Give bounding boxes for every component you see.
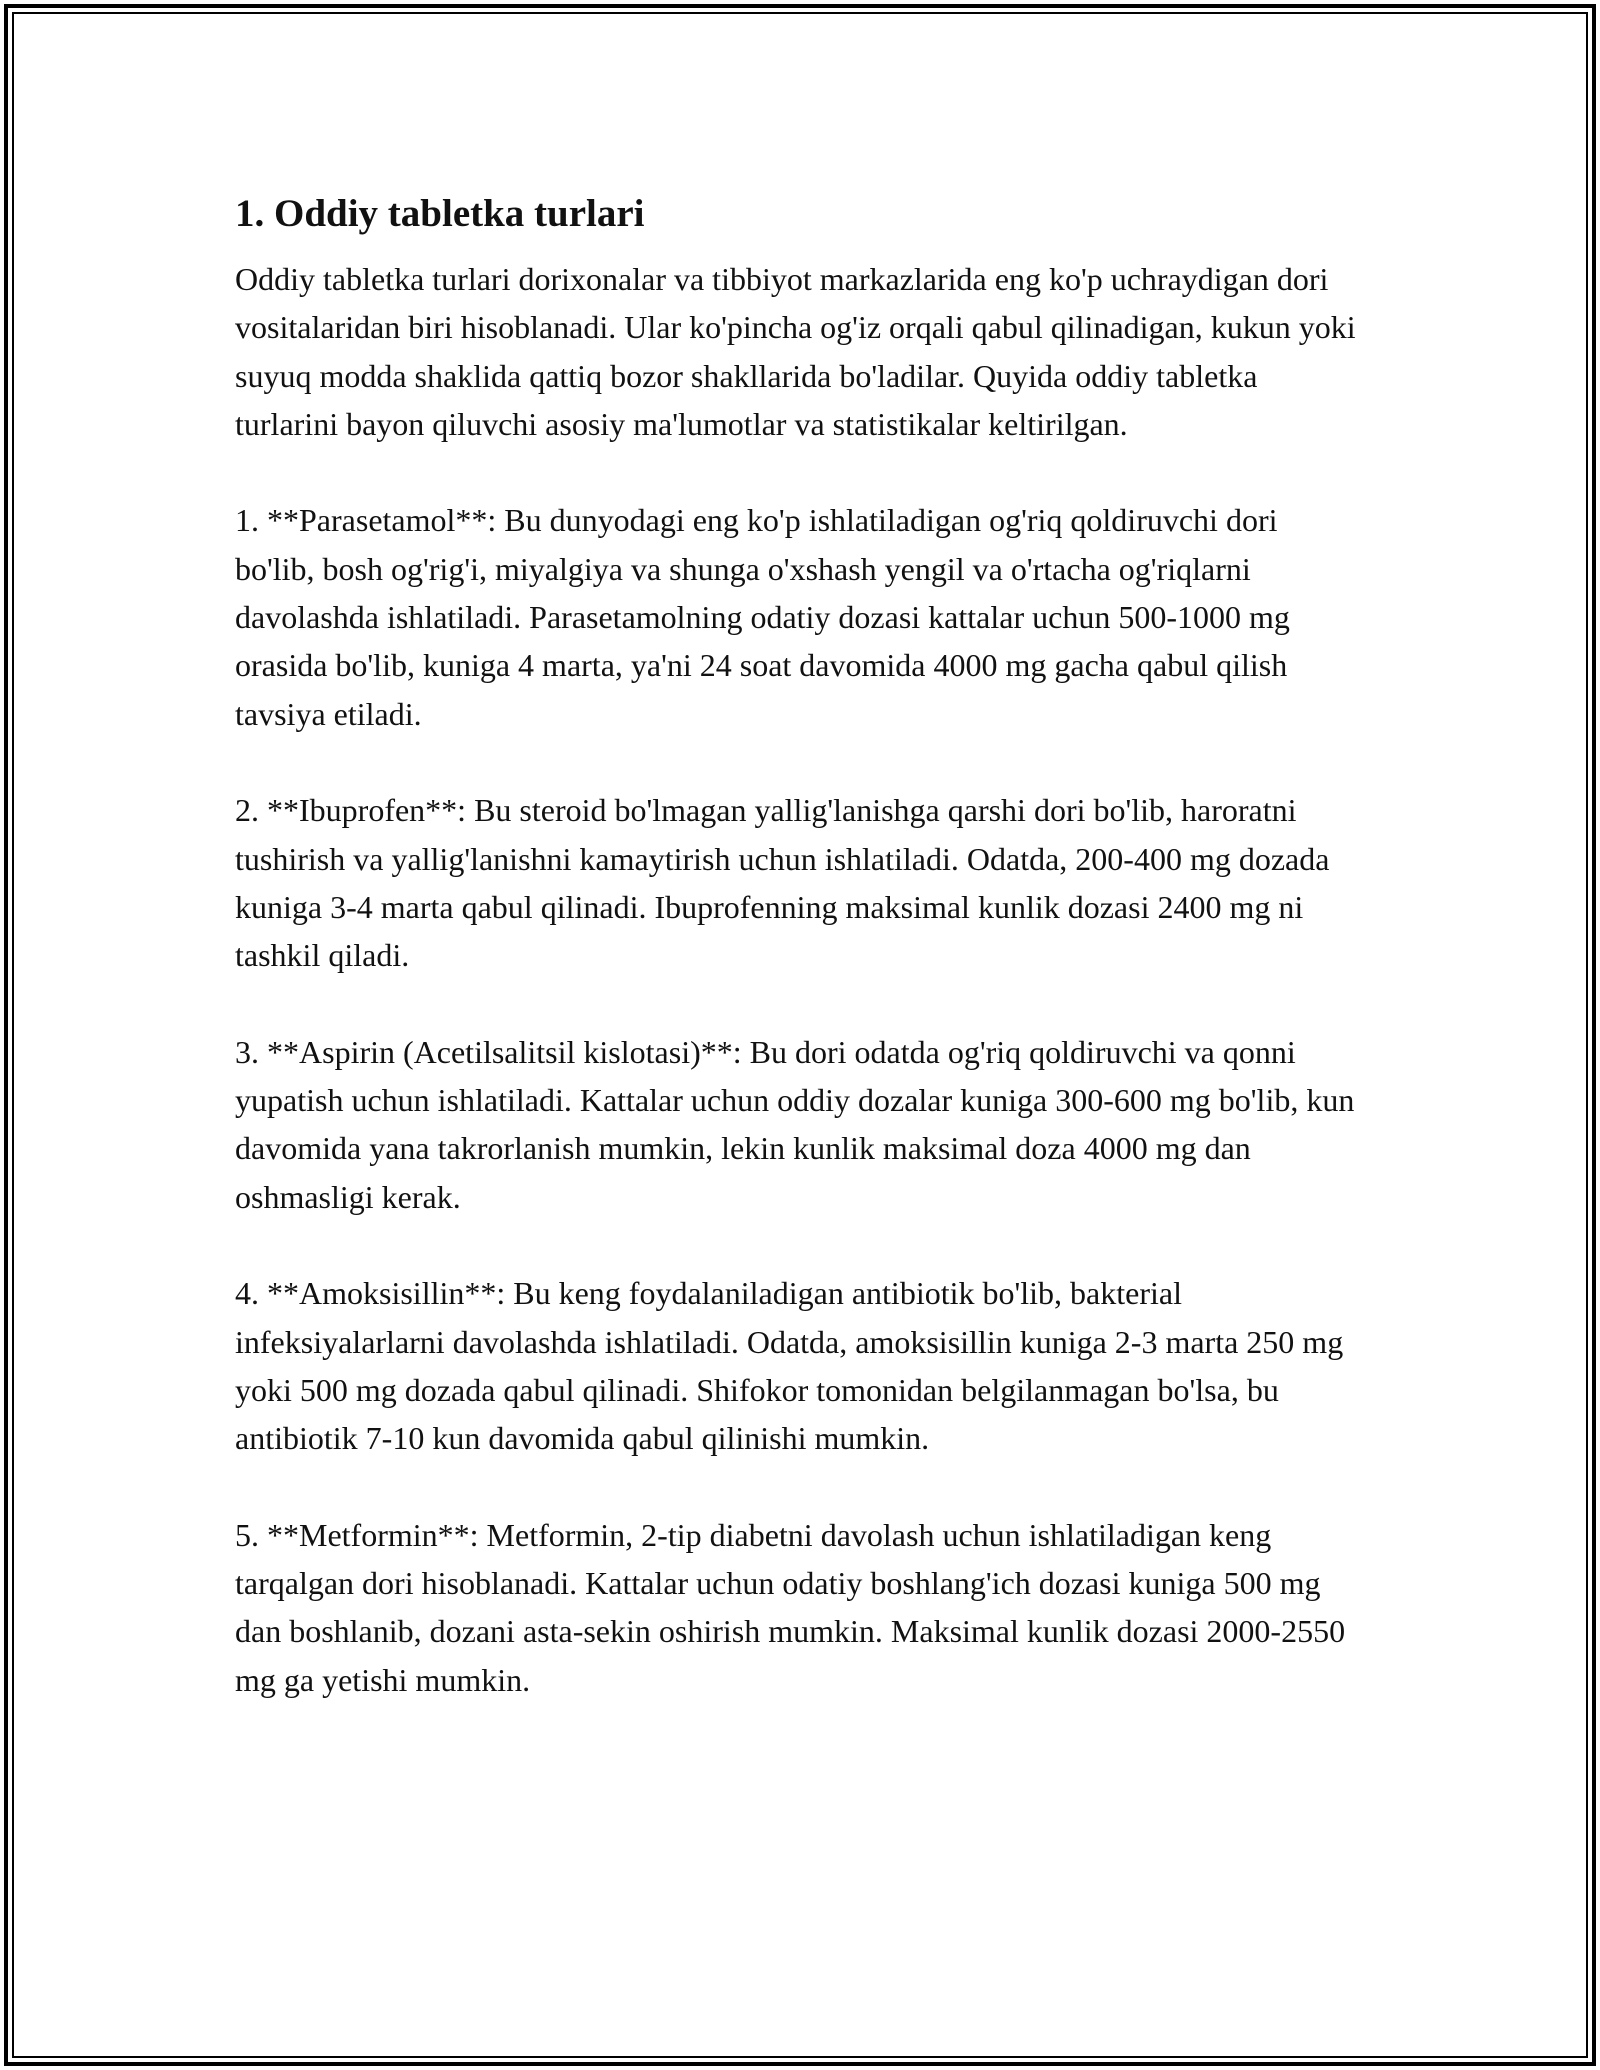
list-item-ibuprofen: 2. **Ibuprofen**: Bu steroid bo'lmagan yallig'lanishga qarshi dori bo'lib, haroratni tushirish va yallig'lanishni kamaytirish uchun ishlatiladi. Odatda, 200-400 mg dozada kuniga 3-4 marta qabul qilinadi. Ibuprofenning maksimal kunlik dozasi 2400 mg ni tashkil qiladi. <box>235 792 1330 974</box>
list-item-aspirin: 3. **Aspirin (Acetilsalitsil kislotasi)**: Bu dori odatda og'riq qoldiruvchi va qonni yupatish uchun ishlatiladi. Kattalar uchun oddiy dozalar kuniga 300-600 mg bo'lib, kun davomida yana takrorlanish mumkin, lekin kunlik maksimal doza 4000 mg dan oshmasligi kerak. <box>235 1033 1355 1215</box>
list-item-amoksisillin: 4. **Amoksisillin**: Bu keng foydalaniladigan antibiotik bo'lib, bakterial infeksiyalarlarni davolashda ishlatiladi. Odatda, amoksisillin kuniga 2-3 marta 250 mg yoki 500 mg dozada qabul qilinadi. Shifokor tomonidan belgilanmagan bo'lsa, bu antibiotik 7-10 kun davomida qabul qilinishi mumkin. <box>235 1275 1344 1457</box>
document-body <box>235 186 1365 1752</box>
list-item-metformin: 5. **Metformin**: Metformin, 2-tip diabetni davolash uchun ishlatiladigan keng tarqalgan dori hisoblanadi. Kattalar uchun odatiy boshlang'ich dozasi kuniga 500 mg dan boshlanib, dozani asta-sekin oshirish mumkin. Maksimal kunlik dozasi 2000-2550 mg ga yetishi mumkin. <box>235 1516 1346 1698</box>
section-title: 1. Oddiy tabletka turlari <box>235 192 645 235</box>
list-item-parasetamol: 1. **Parasetamol**: Bu dunyodagi eng ko'p ishlatiladigan og'riq qoldiruvchi dori bo'lib, bosh og'rig'i, miyalgiya va shunga o'xshash yengil va o'rtacha og'riqlarni davolashda ishlatiladi. Parasetamolning odatiy dozasi kattalar uchun 500-1000 mg orasida bo'lib, kuniga 4 marta, ya'ni 24 soat davomida 4000 mg gacha qabul qilish tavsiya etiladi. <box>235 502 1290 732</box>
intro-paragraph: Oddiy tabletka turlari dorixonalar va tibbiyot markazlarida eng ko'p uchraydigan dori vositalaridan biri hisoblanadi. Ular ko'pincha og'iz orqali qabul qilinadigan, kukun yoki suyuq modda shaklida qattiq bozor shakllarida bo'ladilar. Quyida oddiy tabletka turlarini bayon qiluvchi asosiy ma'lumotlar va statistikalar keltirilgan. <box>235 261 1356 442</box>
